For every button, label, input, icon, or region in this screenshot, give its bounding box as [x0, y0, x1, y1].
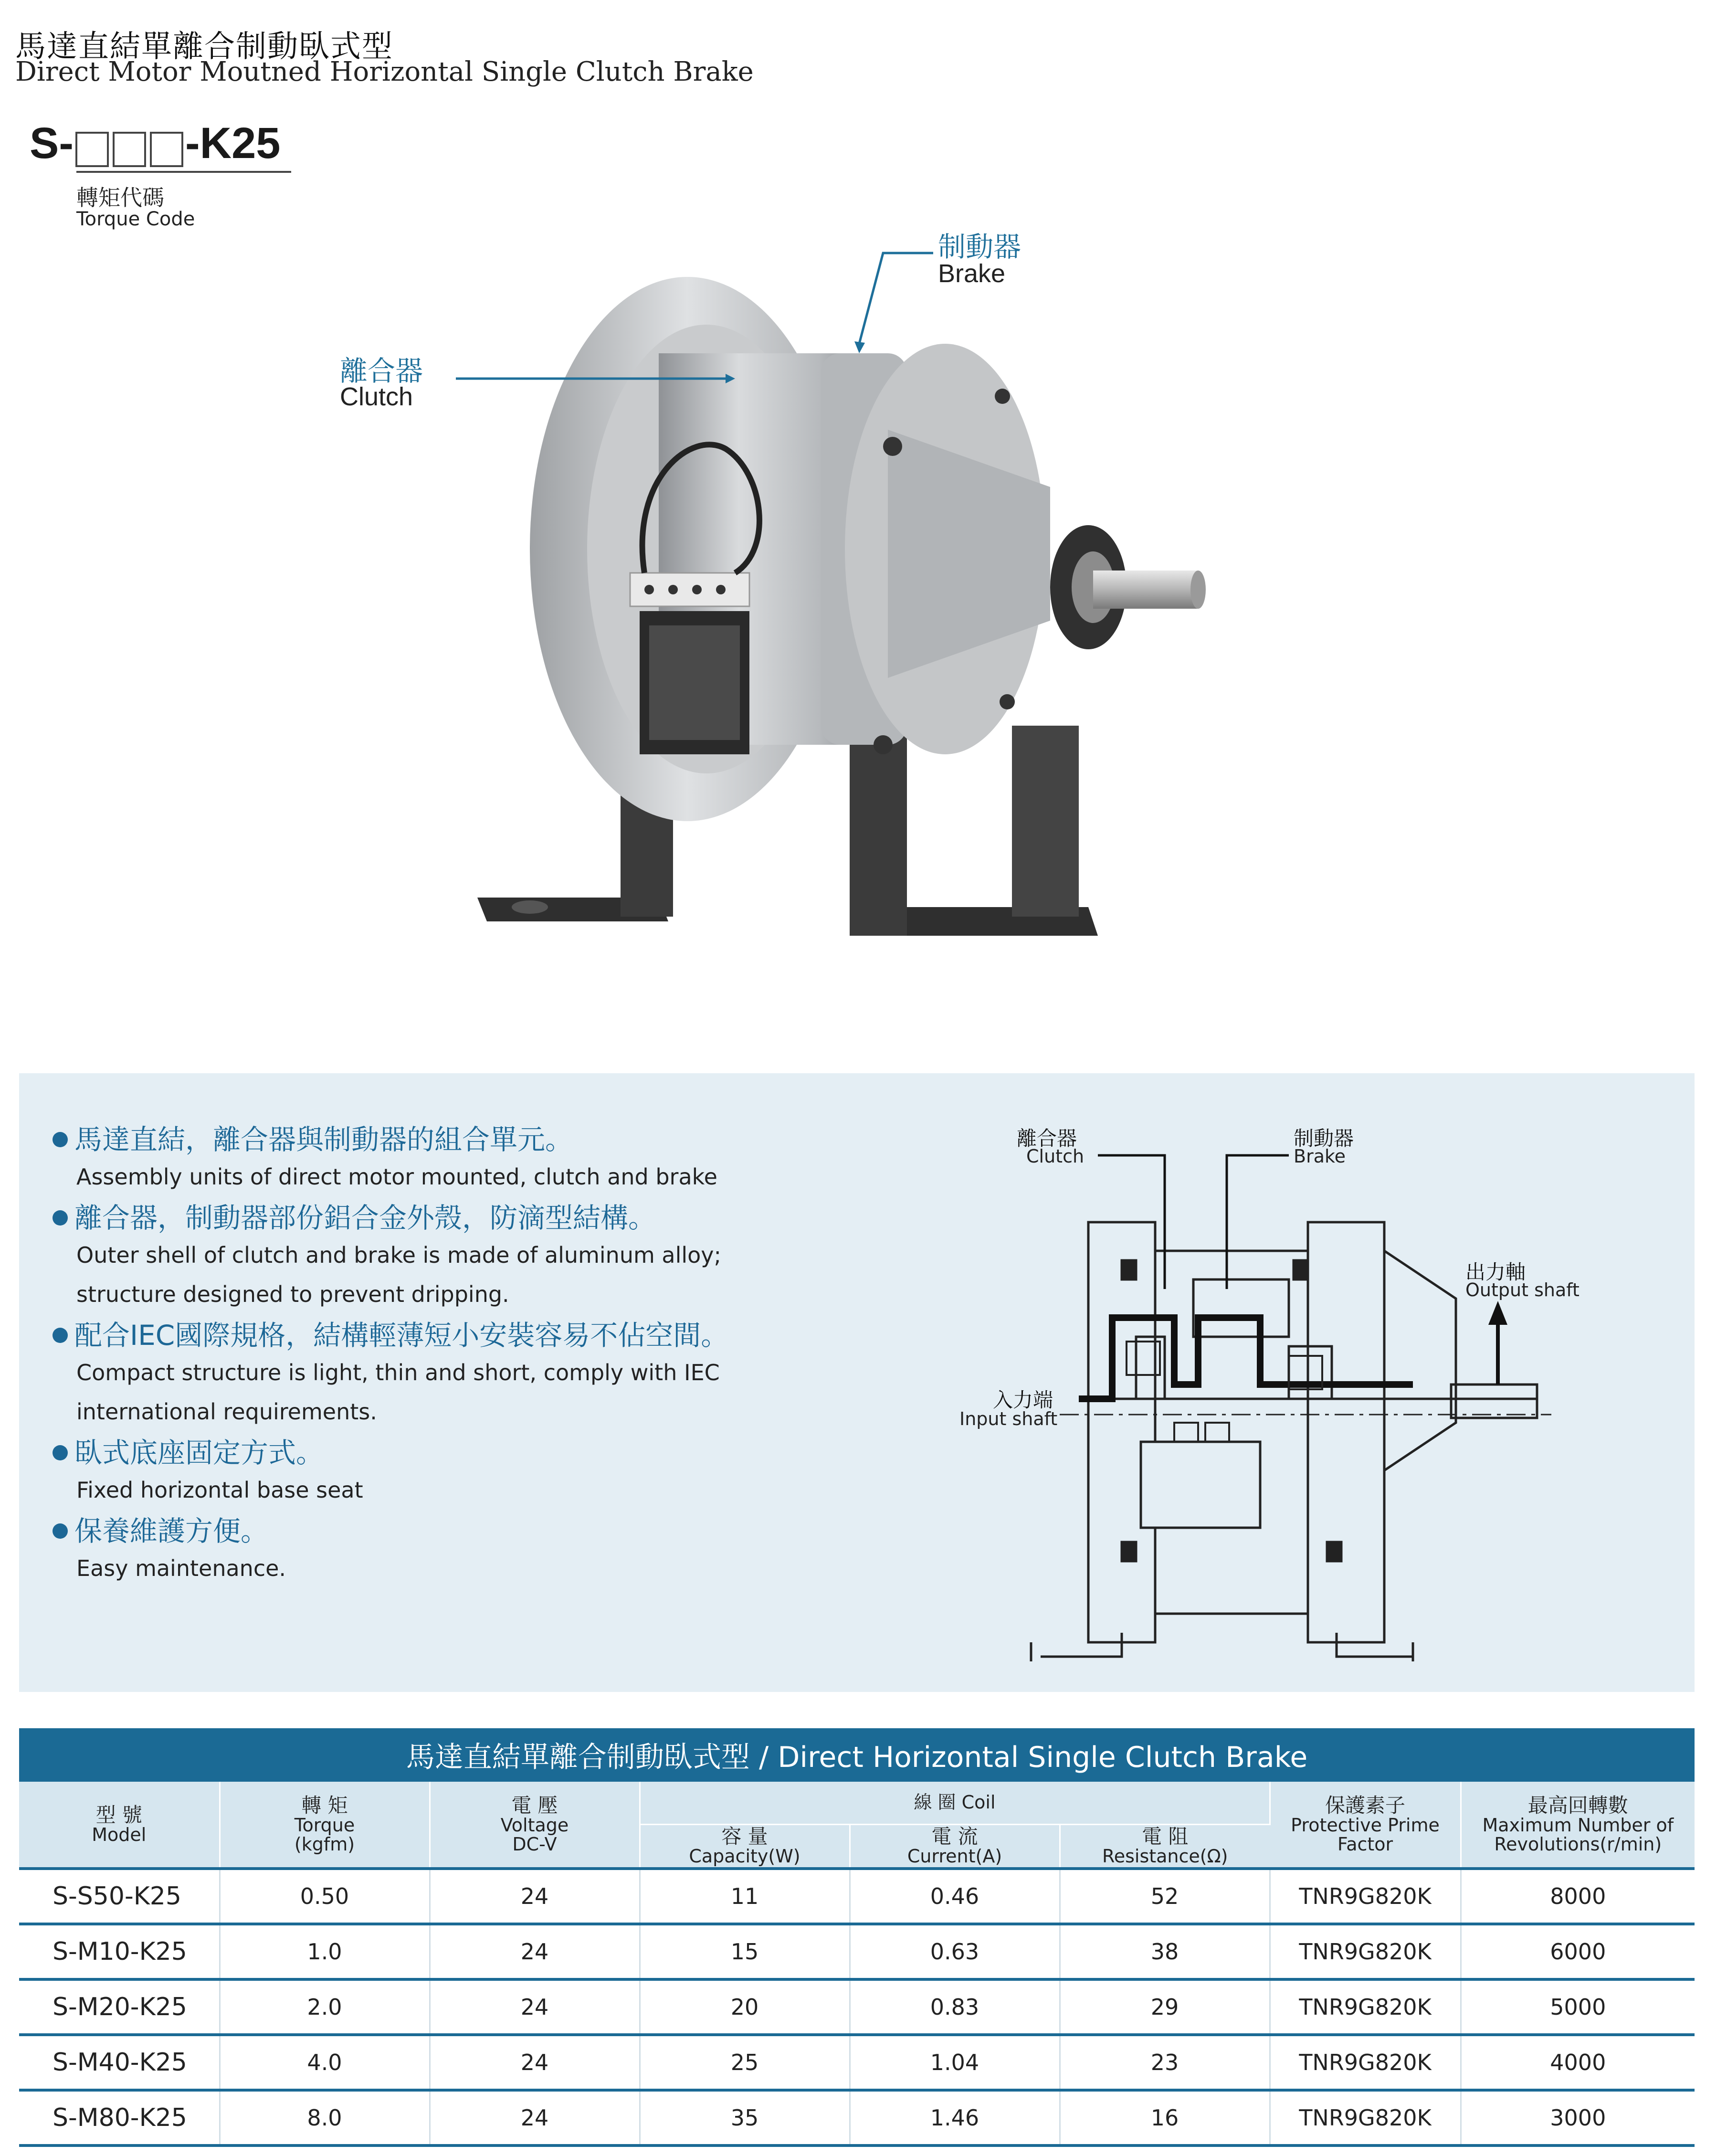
diagram-output-label-en: Output shaft: [1465, 1279, 1580, 1300]
diagram-power-path: [1079, 1318, 1413, 1399]
diagram-clutch-label-en: Clutch: [1026, 1146, 1085, 1167]
diagram-brake-label-en: Brake: [1294, 1146, 1346, 1167]
model-prefix: S-: [30, 119, 74, 168]
brake-callout-zh: 制動器: [938, 231, 1021, 263]
page-title-en: Direct Motor Moutned Horizontal Single Clutch Brake: [15, 56, 754, 87]
table-row: S-M80-K25 8.0 24 35 1.46 16 TNR9G820K 3000: [19, 2090, 1695, 2145]
feature-5-en: Easy maintenance.: [76, 1555, 286, 1581]
diagram-input-label-en: Input shaft: [959, 1408, 1058, 1429]
torque-code-label-en: Torque Code: [76, 208, 195, 230]
spec-table: [19, 1728, 1695, 2147]
brake-callout-en: Brake: [938, 259, 1006, 288]
page-title-zh: 馬達直結單離合制動臥式型: [15, 29, 393, 64]
model-suffix: -K25: [185, 119, 281, 168]
table-row: S-M20-K25 2.0 24 20 0.83 29 TNR9G820K 5000: [19, 1979, 1695, 2035]
header-coil: 線 圈 Coil: [640, 1782, 1270, 1825]
header-voltage: 電 壓 Voltage DC-V: [430, 1782, 640, 1867]
table-title: 馬達直結單離合制動臥式型 / Direct Horizontal Single Clutch Brake: [19, 1728, 1695, 1782]
header-current: 電 流 Current(A): [850, 1825, 1060, 1868]
feature-2-zh: 離合器，制動器部份鋁合金外殼，防滴型結構。: [74, 1202, 656, 1234]
feature-2-en-line2: structure designed to prevent dripping.: [76, 1281, 509, 1307]
header-model: 型 號 Model: [19, 1782, 220, 1867]
header-torque: 轉 矩 Torque (kgfm): [220, 1782, 430, 1867]
feature-3-en-line2: international requirements.: [76, 1399, 377, 1425]
feature-5-zh: 保養維護方便。: [74, 1515, 269, 1547]
diagram-brake-body: [1308, 1222, 1384, 1642]
diagram-output-label-zh: 出力軸: [1465, 1260, 1526, 1284]
diagram-clutch-body: [1155, 1251, 1308, 1614]
diagram-clutch-label-zh: 離合器: [1017, 1127, 1077, 1150]
clutch-callout-zh: 離合器: [340, 355, 423, 387]
feature-1-zh: 馬達直結，離合器與制動器的組合單元。: [74, 1123, 573, 1156]
feature-4-zh: 臥式底座固定方式。: [74, 1437, 324, 1469]
feature-3-zh: 配合IEC國際規格，結構輕薄短小安裝容易不佔空間。: [74, 1319, 729, 1352]
header-resistance: 電 阻 Resistance(Ω): [1060, 1825, 1270, 1868]
diagram-brake-leader: [1227, 1155, 1289, 1289]
table-row: S-S50-K25 0.50 24 11 0.46 52 TNR9G820K 8000: [19, 1870, 1695, 1924]
diagram-brake-label-zh: 制動器: [1294, 1127, 1354, 1150]
feature-4-en: Fixed horizontal base seat: [76, 1477, 363, 1503]
header-capacity: 容 量 Capacity(W): [640, 1825, 850, 1868]
header-max-revolutions: 最高回轉數 Maximum Number of Revolutions(r/min): [1461, 1782, 1695, 1867]
table-row: S-M10-K25 1.0 24 15 0.63 38 TNR9G820K 6000: [19, 1924, 1695, 1979]
torque-code-label-zh: 轉矩代碼: [76, 185, 164, 211]
diagram-left-flange: [1088, 1222, 1155, 1642]
table-row: S-M40-K25 4.0 24 25 1.04 23 TNR9G820K 4000: [19, 2035, 1695, 2090]
feature-2-en-line1: Outer shell of clutch and brake is made of aluminum alloy;: [76, 1242, 722, 1268]
diagram-input-label-zh: 入力端: [993, 1388, 1053, 1412]
feature-3-en-line1: Compact structure is light, thin and short, comply with IEC: [76, 1360, 720, 1385]
header-protective-factor: 保護素子 Protective Prime Factor: [1270, 1782, 1461, 1867]
feature-1-en: Assembly units of direct motor mounted, clutch and brake: [76, 1164, 717, 1190]
clutch-callout-en: Clutch: [340, 382, 413, 411]
